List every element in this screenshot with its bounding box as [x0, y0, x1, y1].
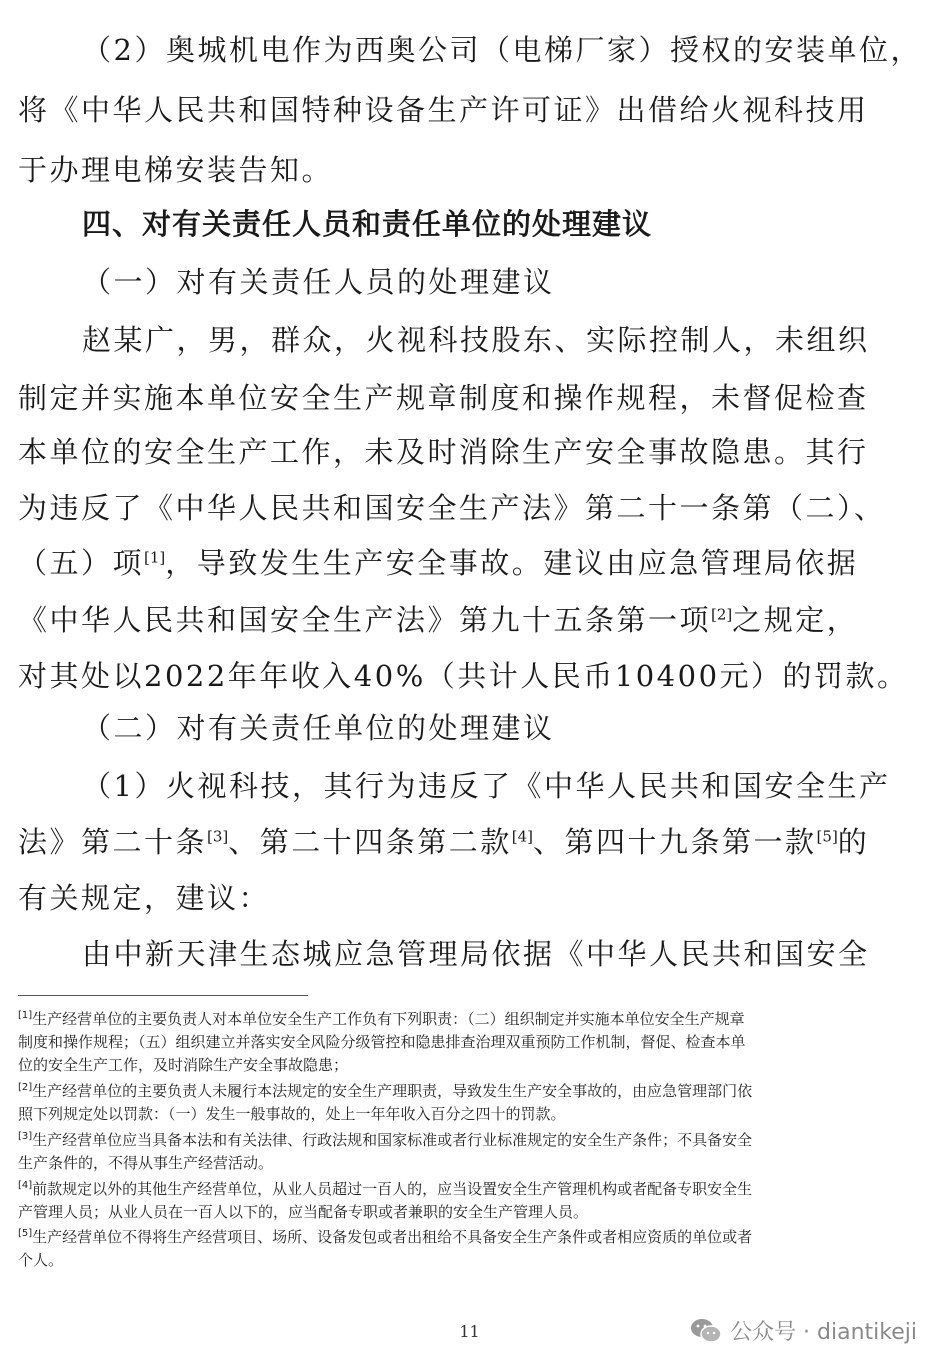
footnote-line: 位的安全生产工作，及时消除生产安全事故隐患；: [18, 1056, 349, 1074]
footnote-line: [18, 1080, 908, 1102]
footnote-divider: [18, 995, 308, 996]
footnote-line: 个人。: [18, 1251, 64, 1269]
paragraph-line: 对其处以2022年年收入40%（共计人民币10400元）的罚款。: [18, 659, 909, 693]
footnote-text: 生产经营单位不得将生产经营项目、场所、设备发包或者出租给不具备安全生产条件或者相应资质的单位或者: [32, 1228, 753, 1246]
section-heading: 四、对有关责任人员和责任单位的处理建议: [82, 207, 653, 241]
footnote-ref[interactable]: [1]: [144, 548, 166, 567]
paragraph-line: 为违反了《中华人民共和国安全生产法》第二十一条第（二）、: [18, 491, 886, 525]
footnote-line: 照下列规定处以罚款：（一）发生一般事故的，处上一年年收入百分之四十的罚款。: [18, 1105, 566, 1123]
footnote-ref[interactable]: [2]: [711, 605, 733, 624]
paragraph-line: 于办理电梯安装告知。: [18, 153, 334, 187]
paragraph-line: 将《中华人民共和国特种设备生产许可证》出借给火视科技用: [18, 93, 869, 127]
footnote-line: [18, 1178, 908, 1200]
text-run: 《中华人民共和国安全生产法》第九十五条第一项: [18, 603, 712, 637]
paragraph-line: 赵某广，男，群众，火视科技股东、实际控制人，未组织: [82, 323, 870, 357]
footnote-marker: [3]: [18, 1131, 33, 1142]
footnote-line: 产管理人员；从业人员在一百人以下的，应当配备专职或者兼职的安全生产管理人员。: [18, 1203, 589, 1221]
paragraph-line: （1）火视科技，其行为违反了《中华人民共和国安全生产: [82, 769, 891, 803]
page-number: 11: [459, 1322, 480, 1341]
footnote-text: 生产经营单位的主要负责人未履行本法规定的安全生产理职责，导致发生生产安全事故的，由应急管理部门依: [32, 1082, 753, 1100]
paragraph-line: 本单位的安全生产工作，未及时消除生产安全事故隐患。其行: [18, 435, 869, 469]
paragraph-line: [18, 600, 898, 640]
text-run: 之规定，: [732, 603, 859, 637]
subsection-heading: （一）对有关责任人员的处理建议: [82, 265, 555, 299]
text-run: 的: [837, 825, 870, 859]
footnote-marker: [1]: [18, 1010, 33, 1021]
footnote-text: 生产经营单位的主要负责人对本单位安全生产工作负有下列职责：（二）组织制定并实施本单位安全生产规章: [32, 1010, 745, 1028]
watermark: [690, 1315, 917, 1346]
text-run: 、第二十四条第二款: [228, 825, 512, 859]
text-run: ，导致发生生产安全事故。建议由应急管理局依据: [165, 546, 859, 580]
footnote-line: [18, 1008, 908, 1030]
text-run: 法》第二十条: [18, 825, 208, 859]
paragraph-line: 制定并实施本单位安全生产规章制度和操作规程，未督促检查: [18, 381, 869, 415]
watermark-text: 公众号 · diantikeji: [730, 1320, 917, 1345]
wechat-icon: [690, 1317, 722, 1345]
footnote-ref[interactable]: [3]: [207, 827, 229, 846]
footnote-line: 生产条件的，不得从事生产经营活动。: [18, 1154, 274, 1172]
footnote-text: 前款规定以外的其他生产经营单位，从业人员超过一百人的，应当设置安全生产管理机构或者配备专职安全生: [32, 1180, 753, 1198]
paragraph-line: [18, 822, 898, 862]
footnote-line: 制度和操作规程；（五）组织建立并落实安全风险分级管控和隐患排查治理双重预防工作机制，督促、检查本单: [18, 1033, 746, 1051]
paragraph-line: 由中新天津生态城应急管理局依据《中华人民共和国安全: [82, 937, 870, 971]
text-run: （五）项: [18, 546, 145, 580]
footnote-marker: [4]: [18, 1180, 33, 1191]
text-run: 、第四十九条第一款: [533, 825, 817, 859]
footnote-marker: [2]: [18, 1082, 33, 1093]
paragraph-line: [18, 543, 898, 583]
footnote-line: [18, 1129, 908, 1151]
subsection-heading: （二）对有关责任单位的处理建议: [82, 711, 555, 745]
footnote-text: 生产经营单位应当具备本法和有关法律、行政法规和国家标准或者行业标准规定的安全生产条件；不具备安全: [32, 1131, 753, 1149]
paragraph-line: 有关规定，建议：: [18, 881, 271, 915]
footnote-ref[interactable]: [4]: [511, 827, 534, 846]
footnote-marker: [5]: [18, 1228, 33, 1239]
paragraph-line: （2）奥城机电作为西奥公司（电梯厂家）授权的安装单位，: [82, 33, 922, 67]
footnote-ref[interactable]: [5]: [816, 827, 838, 846]
footnote-line: [18, 1226, 908, 1248]
